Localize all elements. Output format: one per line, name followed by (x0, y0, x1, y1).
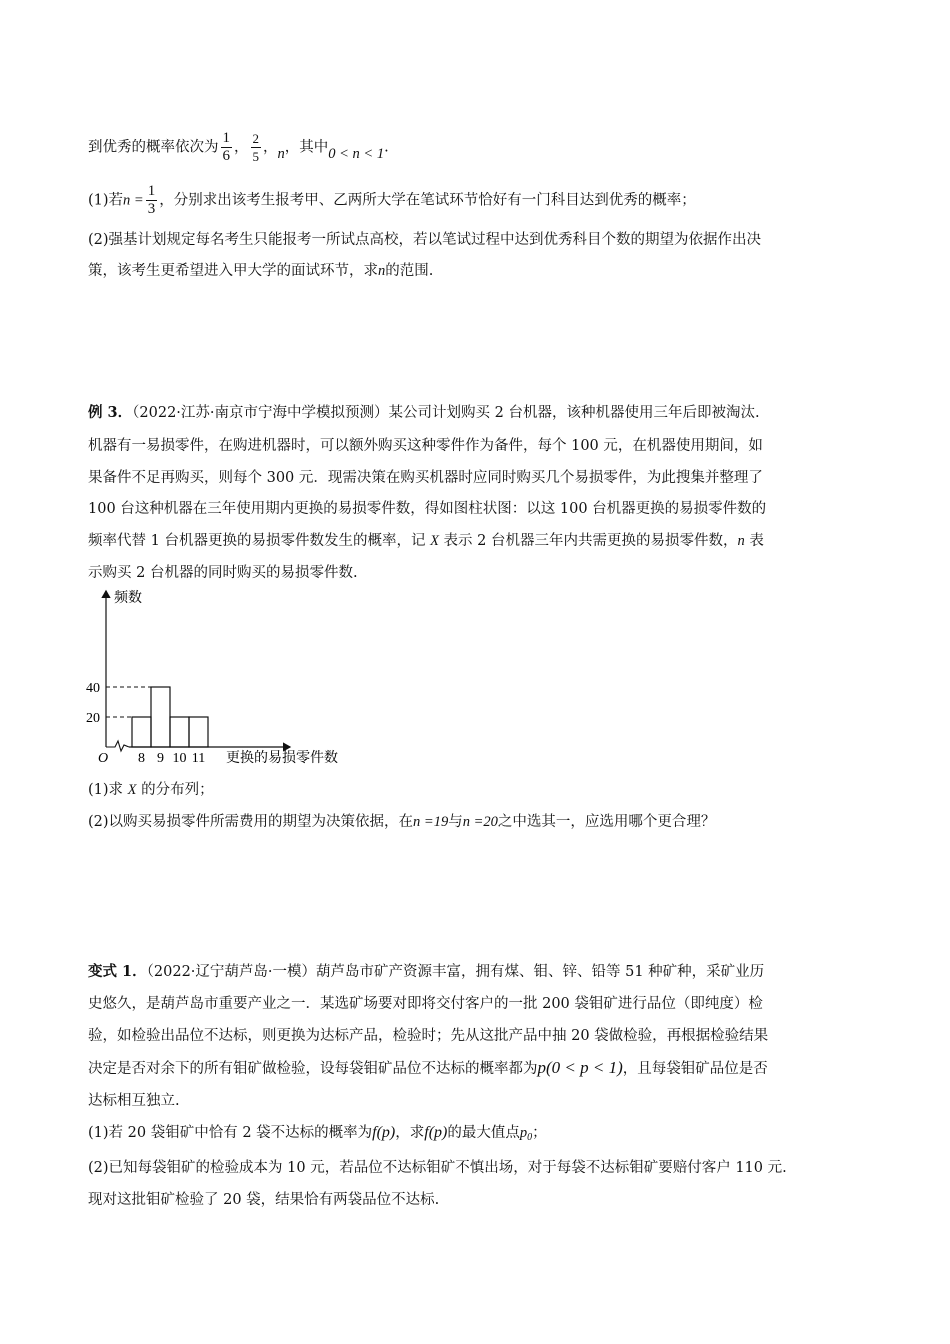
example3-label: 例 3． (88, 404, 133, 421)
origin-label: O (98, 751, 109, 766)
example3-q1: (1)求 X 的分布列； (88, 782, 214, 798)
bar-8 (132, 717, 151, 747)
y-tick-label-40: 40 (86, 681, 100, 696)
y-axis-label: 频数 (114, 591, 142, 606)
variant1-q1: (1)若 20 袋钼矿中恰有 2 袋不达标的概率为f(p)，求f(p)的最大值点$p_0$； (88, 1124, 547, 1143)
example3-line2: 机器有一易损零件，在购进机器时，可以额外购买这种零件作为备件，每个 100 元，在机器使用期间，如 (88, 438, 763, 454)
bar-10 (170, 717, 189, 747)
problem2-text: 到优秀的概率依次为 (88, 139, 219, 156)
x-tick-label-8: 8 (138, 751, 145, 766)
fraction-two-fifths: $\frac{2}{5}$ (252, 131, 259, 164)
x-tick-label-10: 10 (172, 751, 187, 766)
bar-9 (151, 687, 170, 747)
variant1-line3: 验，如检验出品位不达标，则更换为达标产品，检验时；先从这批产品中抽 20 袋做检验，再根据检验结果 (88, 1028, 769, 1044)
fraction-one-sixth: $\frac{1}{6}$ (222, 130, 230, 164)
problem2-q2-line2: 策，该考生更希望进入甲大学的面试环节，求n的范围. (88, 263, 434, 279)
variant1-label: 变式 1． (88, 963, 147, 980)
variant1-line1: 变式 1．（2022·辽宁葫芦岛·一模）葫芦岛市矿产资源丰富，拥有煤、钼、锌、铅等 51 种矿种，采矿业历 (88, 963, 765, 980)
example3-line3: 果备件不足再购买，则每个 300 元．现需决策在购买机器时应同时购买几个易损零件，为此搜集并整理了 (88, 470, 763, 486)
variant1-q2-line2: 现对这批钼矿检验了 20 袋，结果恰有两袋品位不达标. (88, 1192, 440, 1208)
variant1-line5: 达标相互独立. (88, 1093, 180, 1109)
var-n: n (277, 145, 285, 162)
p-zero: p (519, 1125, 528, 1141)
example3-q2: (2)以购买易损零件所需费用的期望为决策依据，在n =19与n =20之中选其一，应选用哪个更合理？ (88, 814, 716, 830)
p-range: p(0 < p < 1) (537, 1058, 623, 1077)
example3-line5: 频率代替 1 台机器更换的易损零件数发生的概率，记 X 表示 2 台机器三年内共需更换的易损零件数，n 表 (88, 533, 764, 549)
problem2-q2-line1: (2)强基计划规定每名考生只能报考一所试点高校，若以笔试过程中达到优秀科目个数的期望为依据作出决 (88, 232, 762, 248)
variant1-line4: 决定是否对余下的所有钼矿做检验，设每袋钼矿品位不达标的概率都为p(0 < p < 1)，且每袋钼矿品位是否 (88, 1058, 768, 1077)
variant1-q2-line1: (2)已知每袋钼矿的检验成本为 10 元，若品位不达标钼矿不慎出场，对于每袋不达标钼矿要赔付客户 110 元. (88, 1160, 787, 1176)
variant1-line2: 史悠久，是葫芦岛市重要产业之一．某选矿场要对即将交付客户的一批 200 袋钼矿进行品位（即纯度）检 (88, 996, 763, 1012)
problem2-q1: (1)若n = $\frac{1}{3}$ ，分别求出该考生报考甲、乙两所大学在笔试环节恰好有一门科目达到优秀的概率； (88, 183, 696, 217)
x-tick-label-11: 11 (191, 751, 206, 766)
axis-break (106, 741, 129, 751)
example3-line4: 100 台这种机器在三年使用期内更换的易损零件数，得如图柱状图：以这 100 台机器更换的易损零件数的 (88, 501, 767, 517)
y-tick-label-20: 20 (86, 711, 100, 726)
problem2-line1: 到优秀的概率依次为 $\frac{1}{6}$ ， $\frac{2}{5}$ ，n，其中0 < n < 1. (88, 130, 389, 164)
fraction-one-third: $\frac{1}{3}$ (147, 183, 156, 217)
example3-line6: 示购买 2 台机器的同时购买的易损零件数. (88, 565, 358, 581)
example3-line1: 例 3．（2022·江苏·南京市宁海中学模拟预测）某公司计划购买 2 台机器，该种机器使用三年后即被淘汰. (88, 404, 760, 421)
condition-n: 0 < n < 1 (328, 145, 385, 162)
n-equals: n = (123, 192, 144, 209)
x-tick-label-9: 9 (157, 751, 164, 766)
frequency-bar-chart (80, 585, 370, 775)
x-axis-label: 更换的易损零件数 (226, 751, 338, 766)
bar-11 (189, 717, 208, 747)
f-of-p: f(p) (372, 1124, 396, 1141)
